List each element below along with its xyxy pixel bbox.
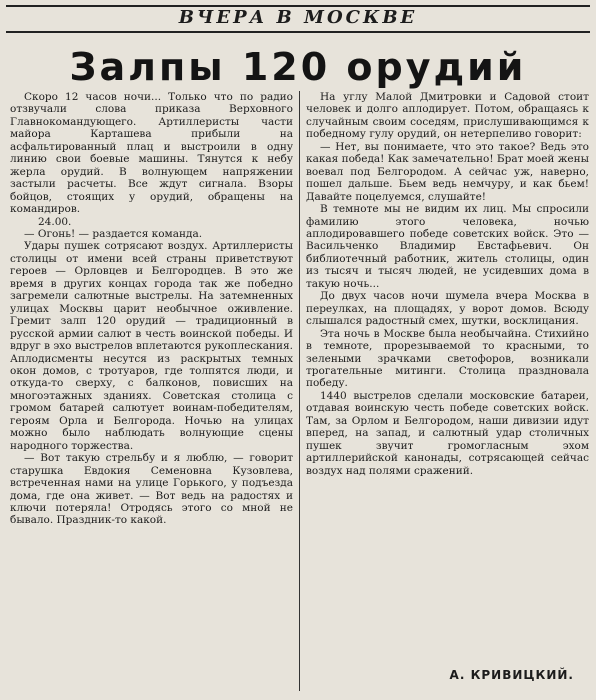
right-column <box>306 91 589 477</box>
paragraph: — Огонь! — раздается команда. <box>24 227 203 240</box>
column-divider <box>299 91 300 691</box>
paragraph: Эта ночь в Москве была необычайна. Стихийно в темноте, прорезываемой то красными, то зелеными зрачками светофоров, возникали трогательные митинги. Столица праздновала победу. <box>306 327 589 390</box>
paragraph: Скоро 12 часов ночи... Только что по радио отзвучали слова приказа Верховного Главнокомандующего. Артиллеристы части майора Карташева прибыли на асфальтированный плац и выстроили в одну линию свои боевые машины. Тянутся к небу жерла орудий. В волнующем напряжении застыли расчеты. Все ждут сигнала. Взоры бойцов, стоящих у орудий, обращены на командиров. <box>10 91 293 216</box>
paragraph: На углу Малой Дмитровки и Садовой стоит человек и долго аплодирует. Потом, обращаясь к случайным своим соседям, прислушивающимся к победному гулу орудий, он нетерпеливо говорит: <box>306 91 589 141</box>
paragraph: До двух часов ночи шумела вчера Москва в переулках, на площадях, у ворот домов. Всюду слышался радостный смех, шутки, восклицания. <box>306 290 589 328</box>
headline: Залпы 120 орудий <box>69 45 527 89</box>
paragraph: 1440 выстрелов сделали московские батареи, отдавая воинскую честь победе советских войск. Там, за Орлом и Белгородом, наши дивизии идут вперед, на запад, и салютный удар столичных пушек звучит громогласным эхом артиллерийской канонады, сотрясающей сейчас воздух над полями сражений. <box>306 389 589 477</box>
paragraph: — Вот такую стрельбу и я люблю, — говорит старушка Евдокия Семеновна Кузовлева, встреченная нами на улице Горького, у подъезда дома, где она живет. — Вот ведь на радостях и ключи потеряла! Отродясь этого со мной не бывало. Праздник-то какой. <box>10 452 293 527</box>
rubric-rule-bottom <box>6 31 590 33</box>
rubric: ВЧЕРА В МОСКВЕ <box>178 7 418 28</box>
paragraph: В темноте мы не видим их лиц. Мы спросили фамилию этого человека, ночью аплодировавшего победе советских войск. Это — Васильченко Владимир Евстафьевич. Он библиотечный работник, житель столицы, один из тысяч и тысяч людей, не усидевших дома в такую ночь... <box>306 203 589 290</box>
author-signature: А. КРИВИЦКИЙ. <box>449 668 574 682</box>
paragraph: — Нет, вы понимаете, что это такое? Ведь это какая победа! Как замечательно! Брат моей жены воевал под Белгородом. А сейчас уж, наверно, пошел дальше. Бьем ведь немчуру, и как бьем! Давайте поцелуемся, слушайте! <box>306 140 589 203</box>
paragraph: Удары пушек сотрясают воздух. Артиллеристы столицы от имени всей страны приветствуют героев — Орловцев и Белгородцев. В это же время в других концах города так же победно загремели салютные выстрелы. На затемненных улицах Москвы царит необычное оживление. Гремит залп 120 орудий — традиционный в русской армии салют в честь воинской победы. И вдруг в эхо выстрелов вплетаются рукоплескания. Аплодисменты несутся из раскрытых темных окон домов, с тротуаров, где толпятся люди, и откуда-то сверху, с балконов, повисших на многоэтажных зданиях. Советская столица с громом батарей салютует воинам-победителям, героям Орла и Белгорода. Ночью на улицах можно было наблюдать волнующие сцены народного торжества. <box>10 240 293 452</box>
left-column <box>10 91 293 527</box>
time-line: 24.00. <box>38 215 72 228</box>
